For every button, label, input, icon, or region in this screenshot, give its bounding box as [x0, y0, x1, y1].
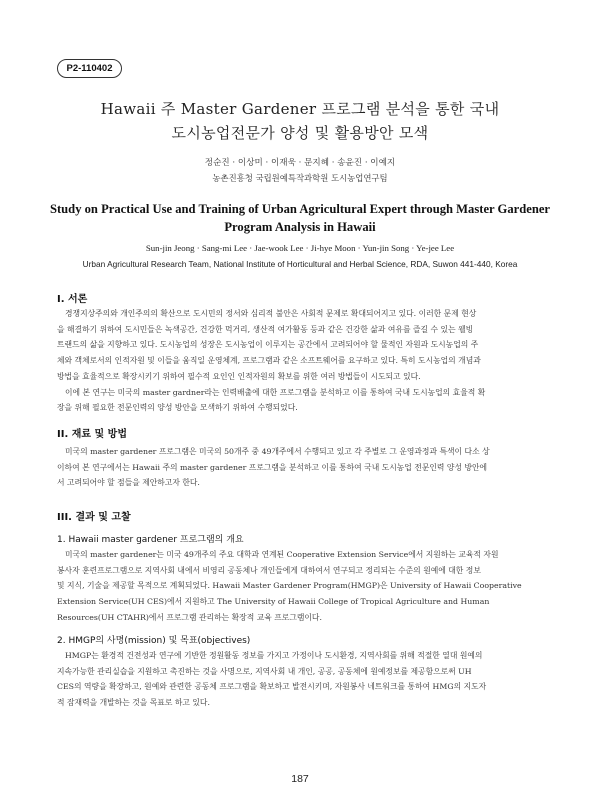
paragraph-line: 방법을 효율적으로 확장시키기 위하여 필수적 요인인 인적자원의 확보를 위한 여러 방법들이 시도되고 있다.	[57, 371, 421, 381]
korean-affiliation: 농촌진흥청 국립원예특작과학원 도시농업연구팀	[212, 173, 388, 183]
paragraph-line: 을 해결하기 위하여 도시민들은 녹색공간, 건강한 먹거리, 생산적 여가활동 등과 같은 건강한 삶과 여유를 즐길 수 있는 웰빙	[57, 324, 474, 334]
session-badge: P2-110402	[57, 59, 122, 78]
subsection-heading-overview: 1. Hawaii master gardener 프로그램의 개요	[57, 535, 244, 545]
paragraph-line: HMGP는 환경적 건전성과 연구에 기반한 정원활동 정보를 가지고 가정이나 도시환경, 지역사회를 위해 적절한 열대 원예의	[65, 651, 483, 660]
methods-paragraph	[57, 444, 545, 491]
section-heading-methods: II. 재료 및 방법	[57, 429, 127, 440]
subsection-heading-mission: 2. HMGP의 사명(mission) 및 목표(objectives)	[57, 636, 251, 646]
paragraph-line: 경쟁지상주의와 개인주의의 확산으로 도시민의 정서와 심리적 불안은 사회적 문제로 확대되어지고 있다. 이러한 문제 현상	[65, 309, 477, 318]
paragraph-line: 장을 위해 필요한 전문인력의 양성 방안을 모색하기 위하여 수행되었다.	[57, 403, 298, 413]
korean-title-line-1: Hawaii 주 Master Gardener 프로그램 분석을 통한 국내	[100, 100, 500, 118]
paragraph-line: 봉사자 훈련프로그램으로 지역사회 내에서 비영리 공동체나 개인들에게 대하여서 연구되고 정리되는 수준의 원예에 대한 정보	[57, 565, 481, 575]
paragraph-line: 체와 객체로서의 인적자원 및 이들을 움직일 운영체계, 프로그램과 같은 소프트웨어를 요구하고 있다. 특히 도시농업의 개념과	[57, 356, 481, 366]
section-heading-results: III. 결과 및 고찰	[57, 512, 131, 523]
english-authors: Sun-jin Jeong · Sang-mi Lee · Jae-wook Lee · Ji-hye Moon · Yun-jin Song · Ye-jee Lee	[145, 243, 455, 253]
paragraph-line: Resources(UH CTAHR)에서 프로그램 관리하는 확장적 교육 프로그램이다.	[57, 612, 322, 622]
paragraph-line: 트랜드의 삶을 지향하고 있다. 도시농업의 성장은 도시농업이 이루지는 공간에서 고려되어야 할 물적인 자원과 도시농업의 주	[57, 340, 479, 350]
paragraph-line: 이에 본 연구는 미국의 master gardner라는 인력배출에 대한 프로그램을 분석하고 이를 통하여 국내 도시농업의 효율적 확	[65, 387, 486, 397]
english-affiliation: Urban Agricultural Research Team, National Institute of Horticultural and Herbal Science, RDA, Suwon 441-440, Korea	[82, 259, 518, 269]
paragraph-line: 이하여 본 연구에서는 Hawaii 주의 master gardener 프로그램을 분석하고 이를 통하여 국내 도시농업 전문인력 양성 방안에	[57, 462, 488, 472]
paragraph-line: CES의 역량을 확장하고, 원예와 관련한 공동체 프로그램을 확보하고 발전시키며, 자원봉사 네트워크를 통하여 HMG의 지도자	[57, 682, 487, 692]
page-number: 187	[291, 773, 309, 785]
mission-paragraph	[57, 648, 545, 711]
paragraph-line: 서 고려되어야 할 점들을 제안하고자 한다.	[57, 478, 200, 488]
paragraph-line: 미국의 master gardener는 미국 49개주의 주요 대학과 연계된 Cooperative Extension Service에서 지원하는 교육적 자원	[65, 550, 499, 559]
paragraph-line: 적 잠재력을 개발하는 것을 목표로 하고 있다.	[57, 698, 210, 708]
paragraph-line: 지속가능한 관리실습을 지원하고 촉진하는 것을 사명으로, 지역사회 내 개인, 공공, 공동체에 원예정보를 제공함으로써 UH	[57, 666, 472, 676]
english-title-line-2: Program Analysis in Hawaii	[224, 220, 376, 234]
section-heading-introduction: I. 서론	[57, 294, 88, 305]
introduction-paragraph	[57, 306, 545, 416]
paragraph-line: 미국의 master gardener 프로그램은 미국의 50개주 중 49개주에서 수행되고 있고 각 주별로 그 운영과정과 특색이 다소 상	[65, 447, 490, 456]
korean-title-line-2: 도시농업전문가 양성 및 활용방안 모색	[171, 124, 429, 142]
english-title-line-1: Study on Practical Use and Training of Urban Agricultural Expert through Master Gardener	[49, 202, 551, 216]
korean-authors: 정순진 · 이상미 · 이재욱 · 문지혜 · 송윤진 · 이예지	[204, 158, 396, 168]
overview-paragraph	[57, 547, 545, 626]
paragraph-line: Extension Service(UH CES)에서 지원하고 The University of Hawaii College of Tropical Agriculture and Human	[57, 597, 490, 607]
paragraph-line: 및 지식, 기술을 제공할 목적으로 계획되었다. Hawaii Master Gardener Program(HMGP)은 University of Hawaii Cooperative	[57, 581, 522, 591]
